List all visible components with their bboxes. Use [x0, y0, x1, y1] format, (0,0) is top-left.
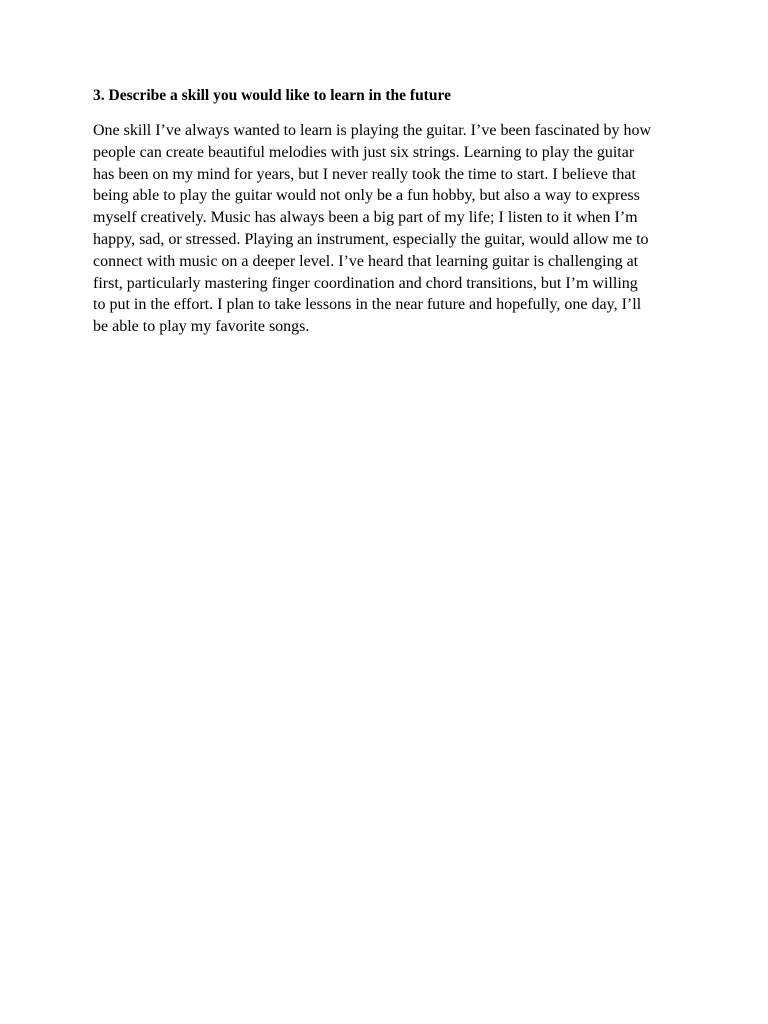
answer-paragraph [93, 120, 683, 338]
paragraph-line: One skill I’ve always wanted to learn is playing the guitar. I’ve been fascinated by how [93, 122, 652, 139]
question-heading: 3. Describe a skill you would like to learn in the future [93, 87, 451, 104]
paragraph-line: being able to play the guitar would not only be a fun hobby, but also a way to express [93, 187, 640, 205]
paragraph-line: to put in the effort. I plan to take lessons in the near future and hopefully, one day, I’ll [93, 296, 642, 314]
paragraph-line: myself creatively. Music has always been a big part of my life; I listen to it when I’m [93, 209, 638, 227]
paragraph-line: connect with music on a deeper level. I’ve heard that learning guitar is challenging at [93, 252, 639, 270]
paragraph-line: first, particularly mastering finger coordination and chord transitions, but I’m willing [93, 274, 638, 292]
paragraph-line: happy, sad, or stressed. Playing an instrument, especially the guitar, would allow me to [93, 230, 649, 248]
document-content [93, 85, 683, 338]
paragraph-line: people can create beautiful melodies with just six strings. Learning to play the guitar [93, 143, 635, 161]
paragraph-line: be able to play my favorite songs. [93, 318, 310, 336]
paragraph-line: has been on my mind for years, but I never really took the time to start. I believe that [93, 165, 636, 183]
